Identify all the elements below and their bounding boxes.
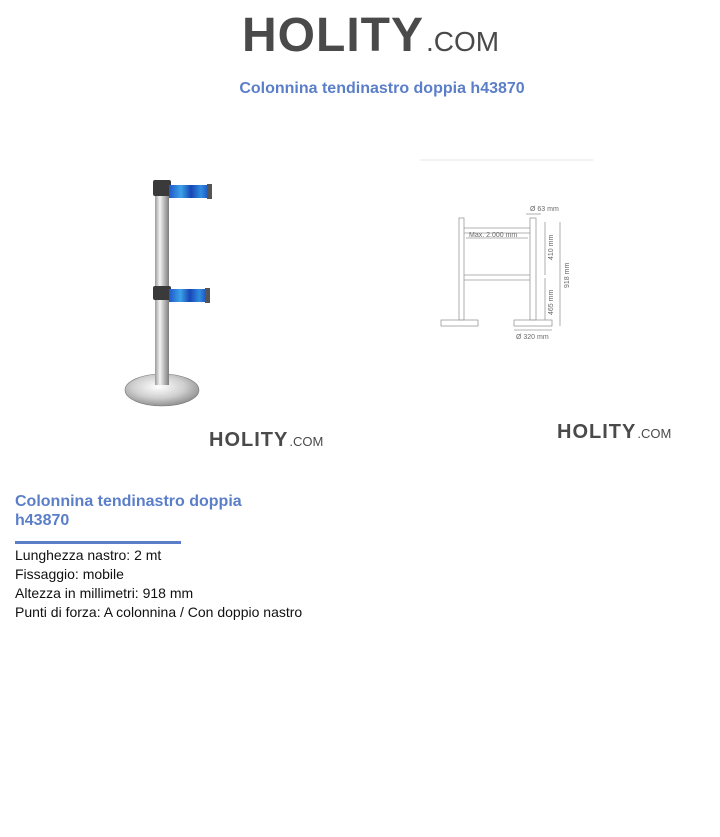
spec-height: Altezza in millimetri: 918 mm (15, 585, 194, 601)
logo-tld: .COM (426, 26, 500, 57)
dim-lower-height: 465 mm (548, 289, 555, 315)
drawing-logo-brand: HOLITY (557, 421, 637, 443)
photo-watermark-logo (209, 430, 323, 450)
stanchion-photo (125, 180, 212, 406)
holity-logo (242, 9, 500, 62)
spec-ribbon-length: Lunghezza nastro: 2 mt (15, 547, 162, 563)
photo-logo-brand: HOLITY (209, 429, 289, 451)
description-title: Colonnina tendinastro doppia h43870 (15, 493, 242, 529)
logo-brand: HOLITY (242, 9, 424, 62)
title-divider (15, 541, 181, 544)
drawing-logo-tld: .COM (637, 426, 672, 441)
spec-list (15, 546, 302, 622)
dim-total-height: 918 mm (564, 262, 571, 288)
photo-logo-tld: .COM (289, 434, 324, 449)
spec-fixing: Fissaggio: mobile (15, 566, 124, 582)
product-image (0, 110, 720, 470)
page-title: Colonnina tendinastro doppia h43870 (239, 80, 525, 97)
technical-drawing (420, 160, 593, 330)
spec-strengths: Punti di forza: A colonnina / Con doppio nastro (15, 604, 303, 620)
dim-max-length: Max. 2.000 mm (469, 232, 518, 239)
drawing-watermark-logo (557, 422, 671, 442)
dim-upper-height: 410 mm (548, 234, 555, 260)
dim-base-diameter: Ø 320 mm (516, 334, 549, 341)
dim-top-diameter: Ø 63 mm (530, 206, 559, 213)
